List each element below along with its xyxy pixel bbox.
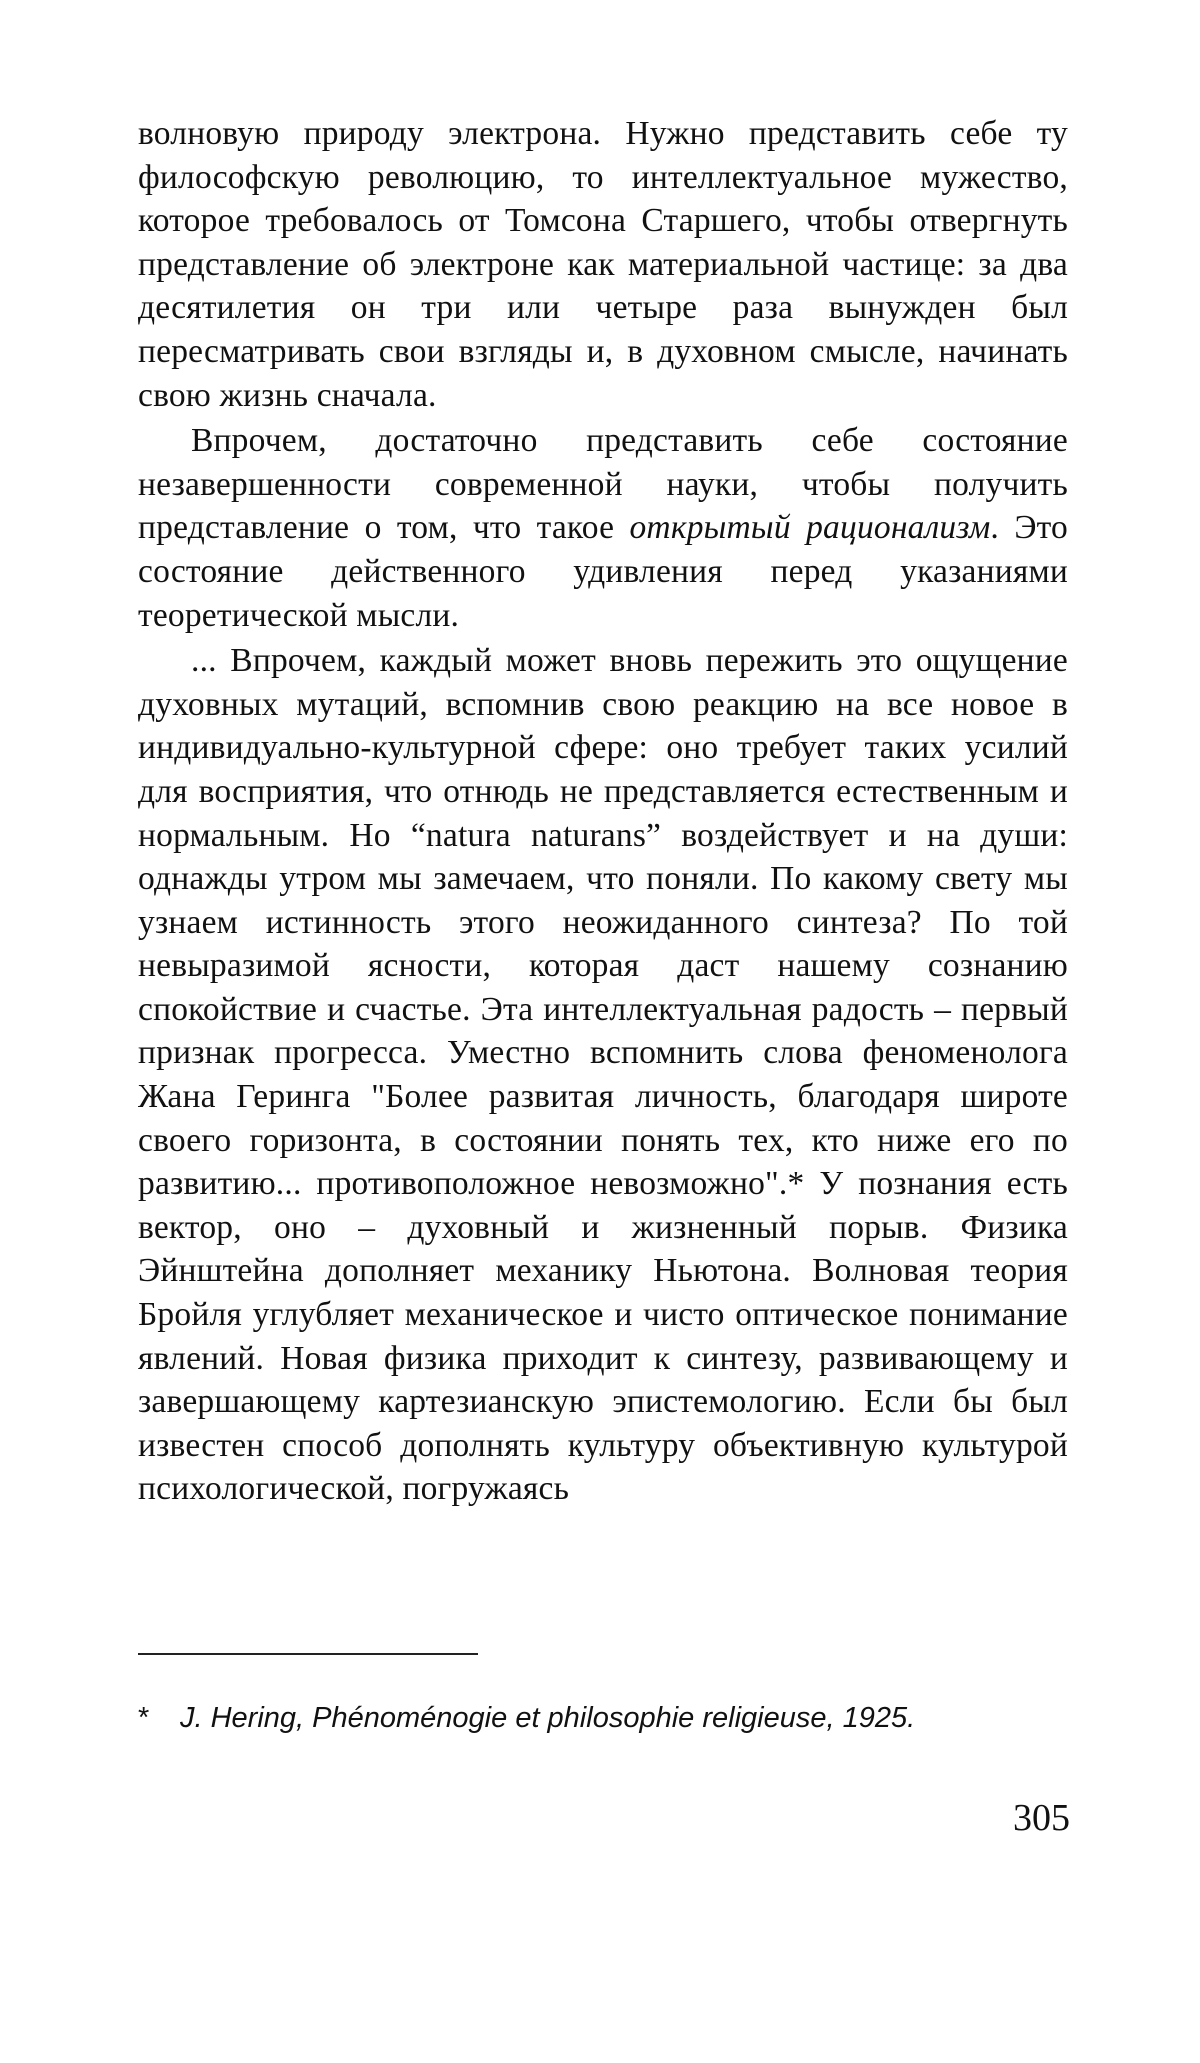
page-number: 305	[1013, 1797, 1070, 1839]
paragraph-2-text-a: Впрочем, достаточно представить себе состояние незавершенности современной науки, чтобы получить представление о том, что такое	[138, 422, 1068, 547]
paragraph-2	[138, 419, 1068, 637]
footnote-marker: *	[138, 1702, 150, 1734]
paragraph-3	[138, 639, 1068, 1511]
paragraph-2-text-b: . Это состояние действенного удивления перед указаниями теоретической мысли.	[138, 509, 1068, 634]
footnote-text: J. Hering, Phénoménogie et philosophie religieuse, 1925.	[180, 1702, 916, 1734]
footnote-divider	[138, 1653, 478, 1655]
paragraph-1-text: волновую природу электрона. Нужно представить себе ту философскую революцию, то интеллектуальное мужество, которое требовалось от Томсона Старшего, чтобы отвергнуть представление об электроне как материальной частице: за два десятилетия он три или четыре раза вынужден был пересматривать свои взгляды и, в духовном смысле, начинать свою жизнь сначала.	[138, 115, 1068, 414]
page-body	[138, 112, 1068, 1511]
footnote	[138, 1700, 1073, 1736]
paragraph-1	[138, 112, 1068, 417]
paragraph-2-italic-term: открытый рационализм	[629, 509, 991, 547]
paragraph-3-text: ... Впрочем, каждый может вновь пережить это ощущение духовных мутаций, вспомнив свою реакцию на все новое в индивидуально-культурной сфере: оно требует таких усилий для восприятия, что отнюдь не представляется естественным и нормальным. Но “natura naturans” воздействует и на души: однажды утром мы замечаем, что поняли. По какому свету мы узнаем истинность этого неожиданного синтеза? По той невыразимой ясности, которая даст нашему сознанию спокойствие и счастье. Эта интеллектуальная радость – первый признак прогресса. Уместно вспомнить слова феноменолога Жана Геринга "Более развитая личность, благодаря широте своего горизонта, в состоянии понять тех, кто ниже его по развитию... противоположное невозможно".* У познания есть вектор, оно – духовный и жизненный порыв. Физика Эйнштейна дополняет механику Ньютона. Волновая теория Бройля углубляет механическое и чисто оптическое понимание явлений. Новая физика приходит к синтезу, развивающему и завершающему картезианскую эпистемологию. Если бы был известен способ дополнять культуру объективную культурой психологической, погружаясь	[138, 642, 1068, 1508]
